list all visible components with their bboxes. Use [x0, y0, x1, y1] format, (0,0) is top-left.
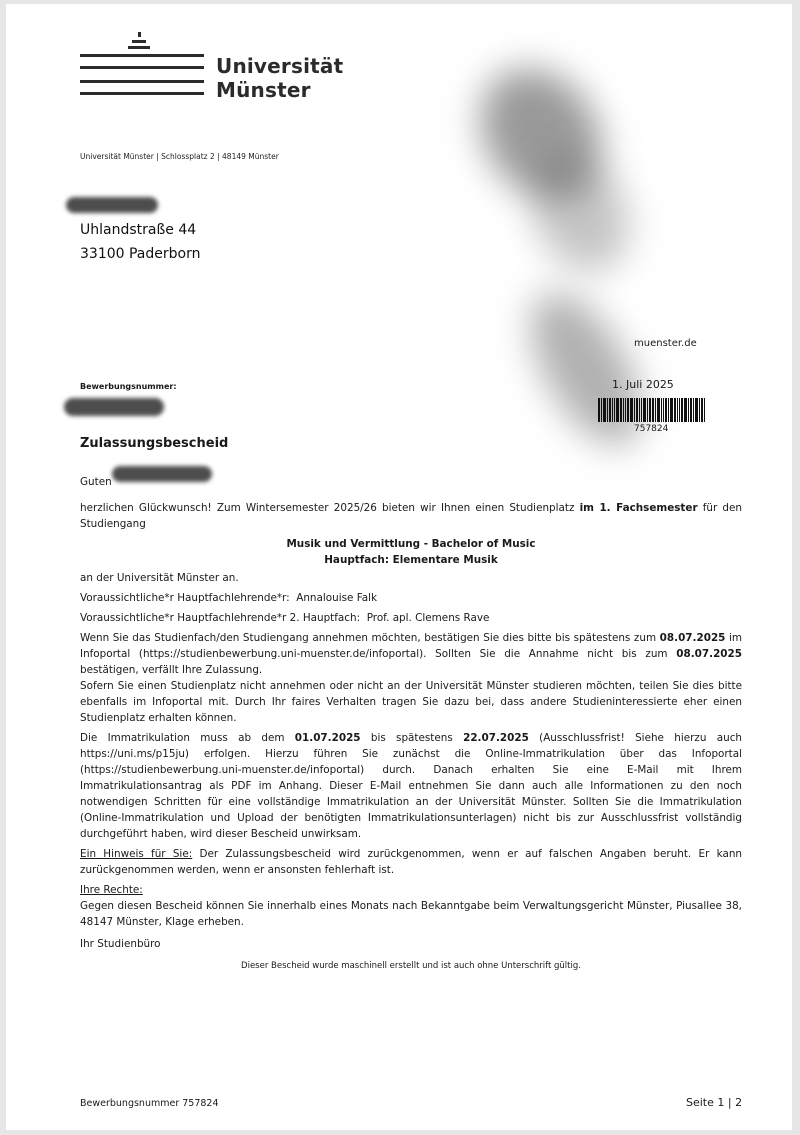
recipient-city: 33100 Paderborn — [80, 246, 201, 262]
document-title: Zulassungsbescheid — [80, 436, 229, 451]
hint-paragraph: Ein Hinweis für Sie: Der Zulassungsbescheid wird zurückgenommen, wenn er auf falschen Angaben beruht. Er kann zurückgenommen werden, wenn er ansonsten fehlerhaft ist. — [80, 848, 742, 876]
contact-email-fragment: muenster.de — [634, 338, 697, 349]
redacted-recipient-name — [66, 197, 158, 213]
intro-paragraph: herzlichen Glückwunsch! Zum Wintersemester 2025/26 bieten wir Ihnen einen Studienplatz im 1. Fachsemester für den Studiengang — [80, 502, 742, 530]
greeting: Guten — [80, 476, 112, 488]
recipient-street: Uhlandstraße 44 — [80, 222, 197, 238]
photo-glare-smudge-3 — [509, 275, 663, 462]
logo-wordmark: Universität Münster — [216, 54, 344, 102]
redacted-recipient-greeting-name — [112, 466, 212, 482]
university-line: an der Universität Münster an. — [80, 572, 239, 584]
letter-body — [80, 500, 742, 974]
rights-heading: Ihre Rechte: — [80, 884, 143, 896]
machine-note: Dieser Bescheid wurde maschinell erstellt und ist auch ohne Unterschrift gültig. — [241, 961, 581, 971]
teacher-1: Voraussichtliche*r Hauptfachlehrende*r: Annalouise Falk — [80, 592, 377, 604]
barcode — [598, 398, 706, 422]
program-major: Hauptfach: Elementare Musik — [324, 554, 498, 566]
program-block — [80, 536, 742, 568]
redacted-application-number — [64, 398, 164, 416]
teacher-2: Voraussichtliche*r Hauptfachlehrende*r 2. Hauptfach: Prof. apl. Clemens Rave — [80, 612, 490, 624]
recipient-address — [80, 218, 200, 266]
footer-application-number: Bewerbungsnummer 757824 — [80, 1098, 219, 1109]
enrollment-paragraph: Die Immatrikulation muss ab dem 01.07.2025 bis spätestens 22.07.2025 (Ausschlussfrist! Siehe hierzu auch https://uni.ms/p15ju) erfolgen. Hierzu führen Sie zunächst die Online-Immatrikulation über das Infoportal (https://studienbewerbung.uni-muenster.de/infoportal) durch. Danach erhalten Sie eine E-Mail mit Ihrem Immatrikulationsantrag als PDF im Anhang. Dieser E-Mail entnehmen Sie dann auch alle Informationen zu den noch notwendigen Schritten für eine vollständige Immatrikulation an der Universität Münster. Sollten Sie die Immatrikulation (Online-Immatrikulation und Upload der benötigten Immatrikulationsunterlagen) nicht bis zur Ausschlussfrist vollständig durchgeführt haben, wird dieser Bescheid unwirksam. — [80, 732, 742, 840]
program-name: Musik und Vermittlung - Bachelor of Music — [286, 538, 536, 550]
application-number-label: Bewerbungsnummer: — [80, 382, 177, 391]
acceptance-paragraph: Wenn Sie das Studienfach/den Studiengang annehmen möchten, bestätigen Sie dies bitte bis spätestens zum 08.07.2025 im Infoportal (https://studienbewerbung.uni-muenster.de/infoportal). Sollten Sie die Annahme nicht bis zum 08.07.2025 bestätigen, verfällt Ihre Zulassung. — [80, 632, 742, 676]
letter-page — [6, 4, 792, 1130]
letter-date-fragment: 1. Juli 2025 — [612, 378, 674, 391]
rights-paragraph: Gegen diesen Bescheid können Sie innerhalb eines Monats nach Bekanntgabe beim Verwaltungsgericht Münster, Piusallee 38, 48147 Münster, Klage erheben. — [80, 900, 742, 928]
university-logo-icon — [80, 28, 210, 98]
barcode-number: 757824 — [634, 424, 669, 434]
decline-paragraph: Sofern Sie einen Studienplatz nicht annehmen oder nicht an der Universität Münster studieren möchten, teilen Sie dies bitte ebenfalls im Infoportal mit. Durch Ihr faires Verhalten tragen Sie dazu bei, dass andere Studieninteressierte eher einen Studienplatz erhalten können. — [80, 680, 742, 724]
footer-page-number: Seite 1 | 2 — [686, 1096, 743, 1109]
closing: Ihr Studienbüro — [80, 938, 161, 950]
sender-address: Universität Münster | Schlossplatz 2 | 48149 Münster — [80, 152, 279, 161]
